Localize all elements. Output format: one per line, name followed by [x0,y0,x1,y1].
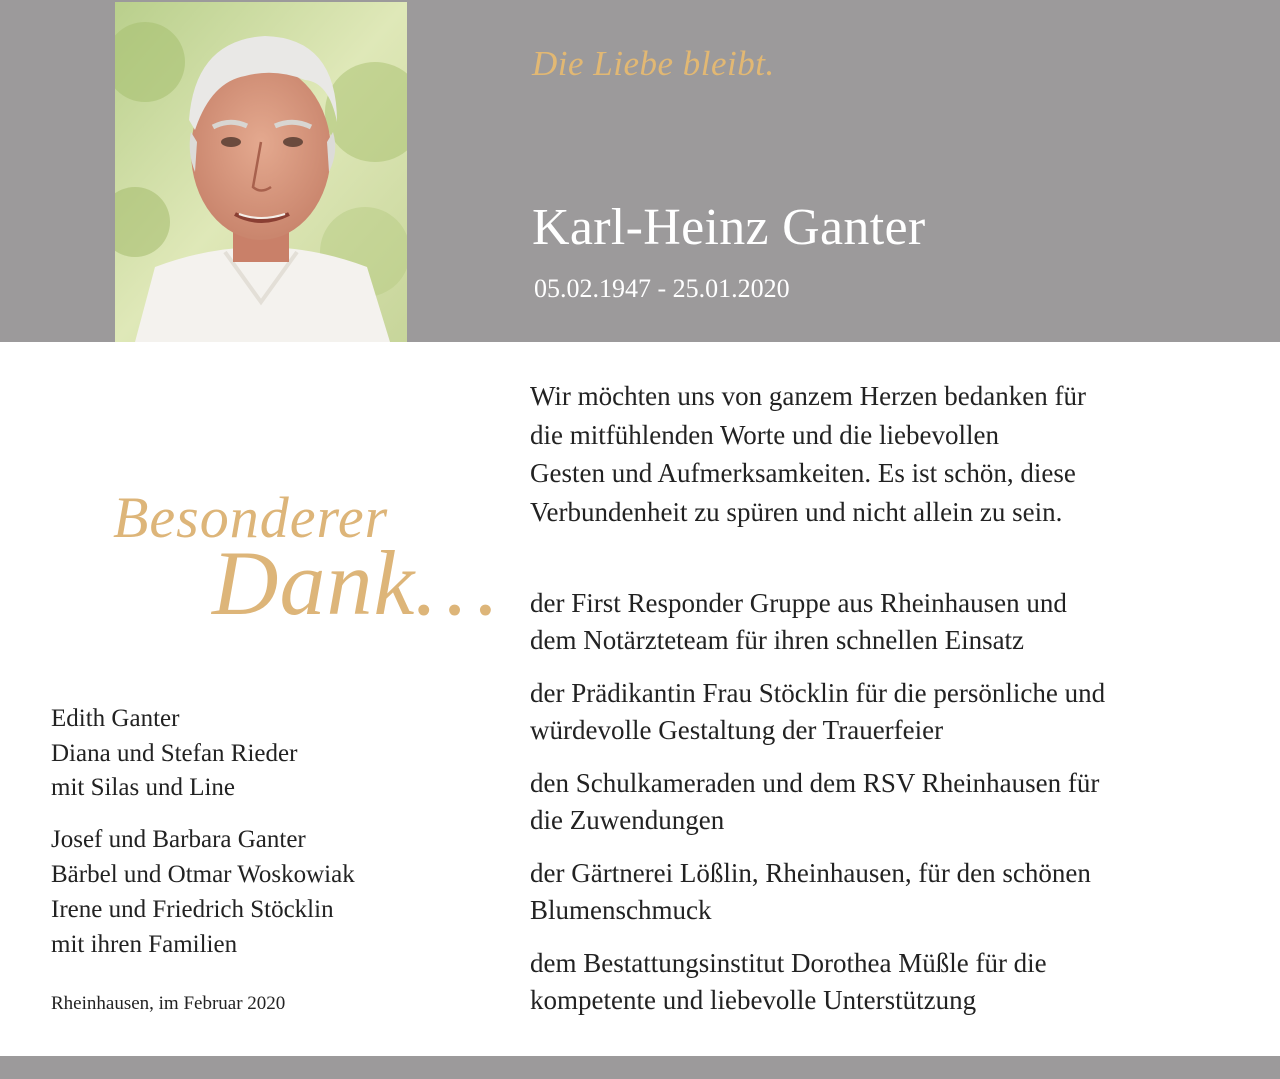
thanks-line: dem Bestattungsinstitut Dorothea Müßle für die [530,948,1047,978]
place-date: Rheinhausen, im Februar 2020 [51,993,286,1014]
motto-text: Die Liebe bleibt. [532,44,775,83]
family-line: Diana und Stefan Rieder [51,739,298,767]
thanks-item [530,765,1230,839]
thanks-item [530,585,1230,659]
family-line: Josef und Barbara Ganter [51,826,306,853]
family-line: mit Silas und Line [51,774,236,801]
family-line: mit ihren Familien [51,931,238,958]
intro-paragraph [530,377,1230,531]
thanks-line: die Zuwendungen [530,805,725,835]
family-line: Bärbel und Otmar Woskowiak [51,861,355,888]
heading-line-1: Besonderer [113,485,389,550]
thanks-item [530,855,1230,929]
thanks-line: der Prädikantin Frau Stöcklin für die persönliche und [530,678,1106,708]
family-line: Irene und Friedrich Stöcklin [51,896,334,923]
intro-line: Verbundenheit zu spüren und nicht allein zu sein. [530,496,1063,527]
thanks-list [530,585,1230,1035]
intro-line: die mitfühlenden Worte und die liebevollen [530,419,999,450]
thanks-item [530,945,1230,1019]
intro-line: Gesten und Aufmerksamkeiten. Es ist schön, diese [530,458,1076,488]
thanks-line: der First Responder Gruppe aus Rheinhausen und [530,588,1067,618]
intro-line: Wir möchten uns von ganzem Herzen bedanken für [530,381,1086,411]
family-line: Edith Ganter [51,705,180,732]
thanks-line: der Gärtnerei Lößlin, Rheinhausen, für den schönen [530,858,1091,888]
life-dates: 05.02.1947 - 25.01.2020 [534,274,790,303]
portrait-photo [115,2,407,342]
thanks-line: Blumenschmuck [530,895,712,925]
deceased-name: Karl-Heinz Ganter [532,199,926,256]
thanks-item [530,675,1230,749]
thanks-line: würdevolle Gestaltung der Trauerfeier [530,715,944,745]
heading-line-2: Dank… [212,532,499,634]
thanks-line: kompetente und liebevolle Unterstützung [530,985,977,1015]
family-group-2 [51,822,355,962]
family-group-1 [51,702,297,806]
thanks-line: den Schulkameraden und dem RSV Rheinhausen für [530,768,1100,798]
thanks-line: dem Notärzteteam für ihren schnellen Einsatz [530,625,1025,655]
footer-band [0,1056,1280,1079]
